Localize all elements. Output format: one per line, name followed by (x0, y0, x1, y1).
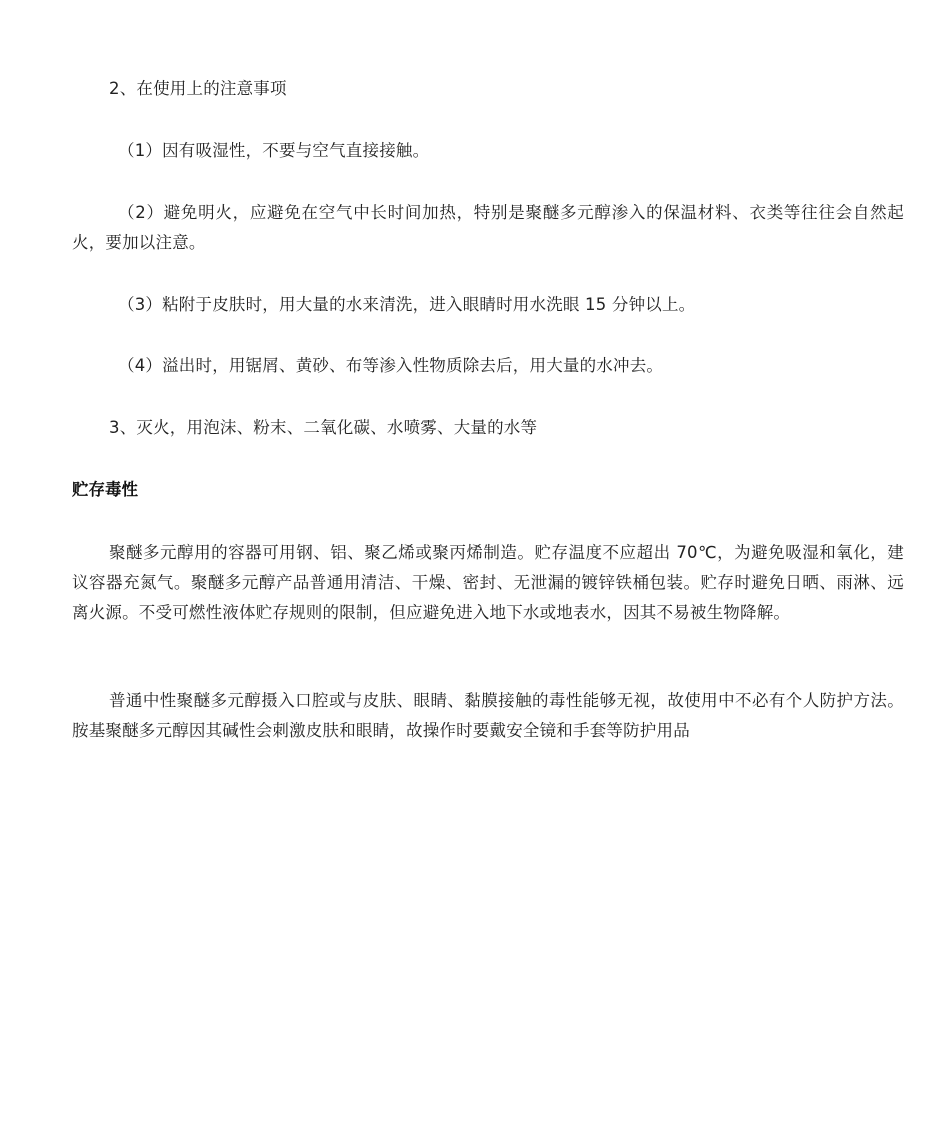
usage-notes-title: 2、在使用上的注意事项 (109, 79, 287, 98)
usage-note-2: （2）避免明火，应避免在空气中长时间加热，特别是聚醚多元醇渗入的保温材料、衣类等往往会自然起火，要加以注意。 (72, 203, 904, 252)
fire-extinguishing-note: 3、灭火，用泡沫、粉末、二氧化碳、水喷雾、大量的水等 (109, 418, 538, 437)
toxicity-paragraph: 普通中性聚醚多元醇摄入口腔或与皮肤、眼睛、黏膜接触的毒性能够无视，故使用中不必有个人防护方法。胺基聚醚多元醇因其碱性会刺激皮肤和眼睛，故操作时要戴安全镜和手套等防护用品 (72, 691, 904, 740)
usage-note-4: （4）溢出时，用锯屑、黄砂、布等渗入性物质除去后，用大量的水冲去。 (118, 356, 664, 375)
storage-toxicity-heading: 贮存毒性 (72, 480, 138, 499)
storage-paragraph: 聚醚多元醇用的容器可用钢、铝、聚乙烯或聚丙烯制造。贮存温度不应超出 70℃，为避免吸湿和氧化，建议容器充氮气。聚醚多元醇产品普通用清洁、干燥、密封、无泄漏的镀锌铁桶包装。贮存时避免日晒、雨淋、远离火源。不受可燃性液体贮存规则的限制，但应避免进入地下水或地表水，因其不易被生物降解。 (72, 543, 904, 622)
usage-note-3: （3）粘附于皮肤时，用大量的水来清洗，进入眼睛时用水洗眼 15 分钟以上。 (118, 295, 696, 314)
usage-note-1: （1）因有吸湿性，不要与空气直接接触。 (118, 141, 430, 160)
